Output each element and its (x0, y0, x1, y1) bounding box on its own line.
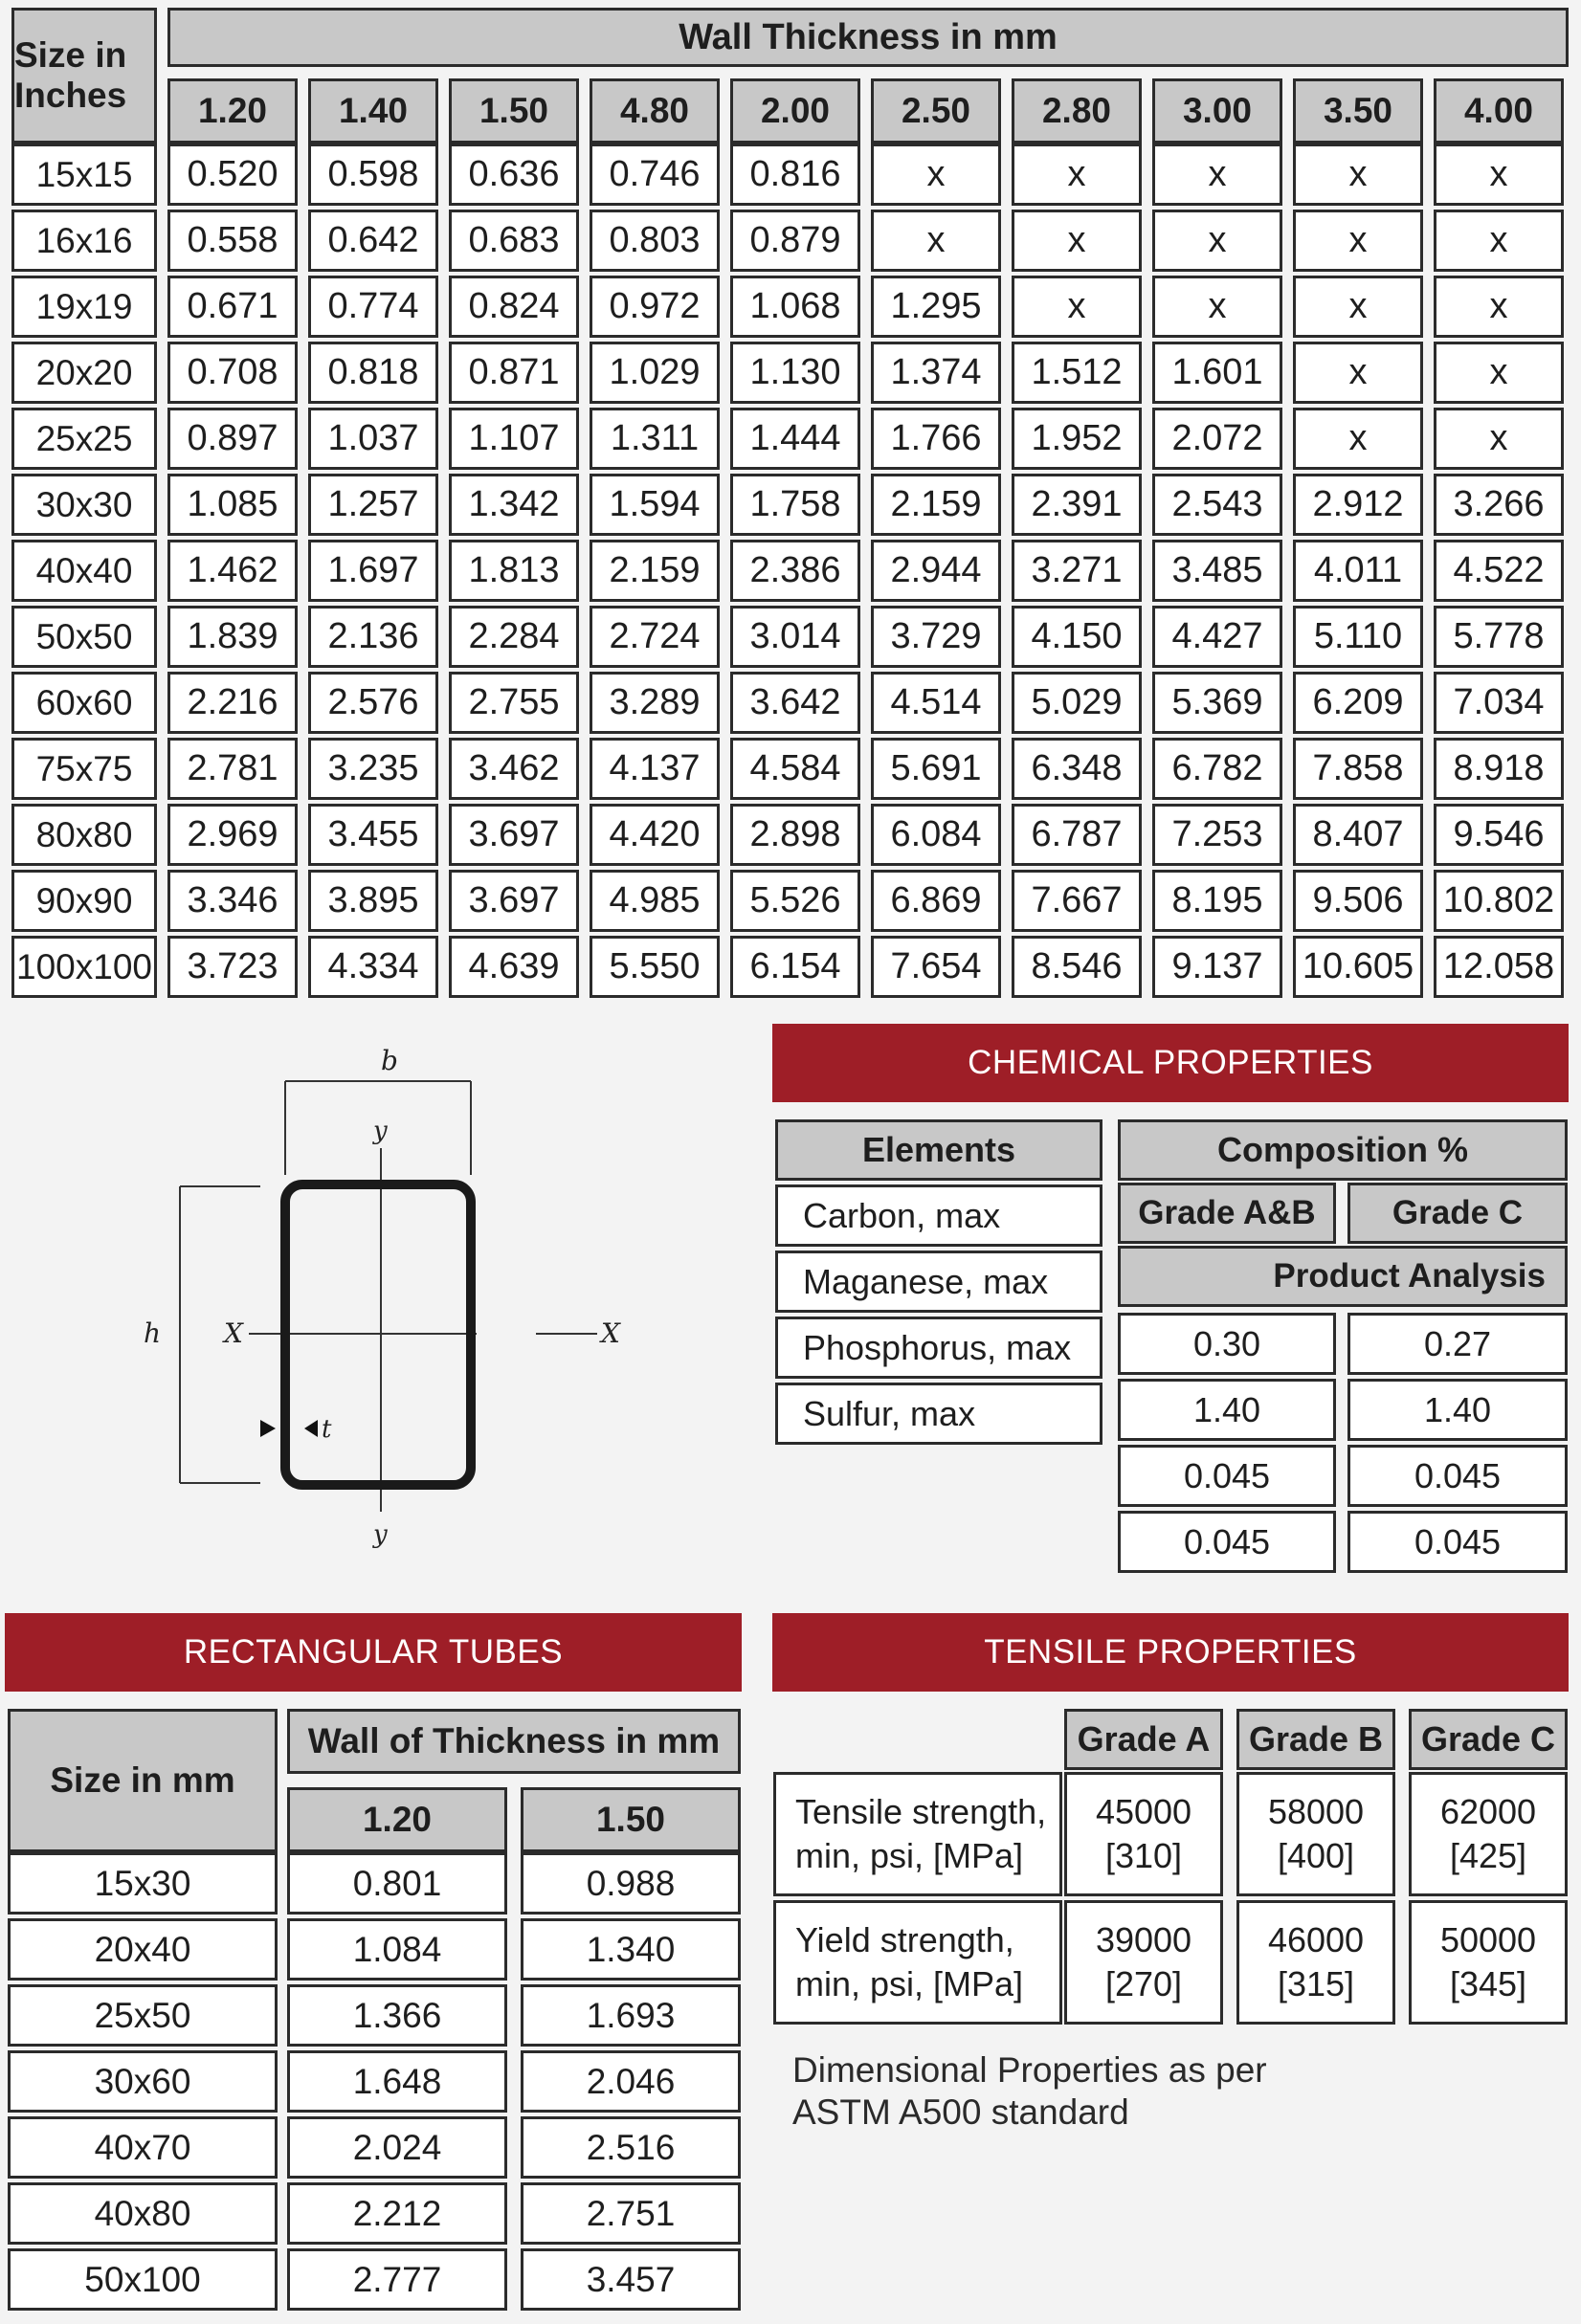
weight-cell: 8.407 (1293, 804, 1423, 866)
tensile-row-label-line: min, psi, [MPa] (795, 1964, 1024, 2003)
size-cell: 60x60 (11, 672, 157, 734)
label-y-top: y (373, 1117, 388, 1145)
weight-cell: 4.639 (449, 936, 579, 998)
weight-cell: x (1012, 144, 1142, 206)
weight-cell: 7.654 (871, 936, 1001, 998)
thickness-header: 3.50 (1293, 78, 1423, 144)
psi-value: 62000 (1439, 1792, 1537, 1831)
rect-weight-cell: 2.046 (521, 2050, 741, 2113)
weight-cell: 7.667 (1012, 870, 1142, 932)
rectangular-tubes-banner: RECTANGULAR TUBES (5, 1613, 742, 1692)
weight-cell: x (1434, 210, 1564, 272)
weight-cell: x (1012, 210, 1142, 272)
weight-cell: 6.084 (871, 804, 1001, 866)
weight-cell: 8.918 (1434, 738, 1564, 800)
weight-cell: 3.289 (590, 672, 720, 734)
label-b: b (381, 1045, 398, 1076)
weight-cell: 1.311 (590, 408, 720, 470)
weight-cell: 3.697 (449, 804, 579, 866)
weight-cell: 1.601 (1152, 342, 1282, 404)
grade-c-value: 1.40 (1347, 1379, 1568, 1441)
psi-value: 58000 (1267, 1792, 1365, 1831)
weight-cell: 1.839 (167, 606, 298, 668)
label-y-bottom: y (373, 1520, 388, 1549)
weight-cell: 1.342 (449, 474, 579, 536)
astm-note-line2: ASTM A500 standard (792, 2092, 1129, 2132)
grade-ab-value: 0.045 (1118, 1445, 1336, 1507)
weight-cell: x (871, 144, 1001, 206)
weight-cell: 3.235 (308, 738, 438, 800)
weight-cell: 4.150 (1012, 606, 1142, 668)
tensile-row-label (773, 1900, 1062, 2025)
cross-section-diagram (124, 1043, 660, 1579)
weight-cell: 3.462 (449, 738, 579, 800)
weight-cell: 6.348 (1012, 738, 1142, 800)
rect-size-cell: 25x50 (8, 1984, 278, 2047)
weight-cell: 4.985 (590, 870, 720, 932)
weight-cell: 0.824 (449, 276, 579, 338)
weight-cell: x (1293, 342, 1423, 404)
weight-cell: 1.766 (871, 408, 1001, 470)
grade-c-value: 0.045 (1347, 1511, 1568, 1573)
astm-note-line1: Dimensional Properties as per (792, 2050, 1267, 2090)
wall-of-thickness-header: Wall of Thickness in mm (287, 1709, 741, 1774)
element-name-cell: Carbon, max (775, 1184, 1102, 1247)
weight-cell: 4.011 (1293, 540, 1423, 602)
weight-cell: 3.697 (449, 870, 579, 932)
tensile-row-label-line: min, psi, [MPa] (795, 1836, 1024, 1875)
tensile-value-cell (1064, 1772, 1223, 1896)
rect-weight-cell: 1.648 (287, 2050, 507, 2113)
rect-size-cell: 15x30 (8, 1852, 278, 1915)
weight-cell: 1.107 (449, 408, 579, 470)
mpa-value: [315] (1277, 1964, 1355, 2003)
thickness-header: 2.00 (730, 78, 860, 144)
tensile-grade-header: Grade B (1236, 1709, 1395, 1770)
weight-cell: 0.746 (590, 144, 720, 206)
rect-weight-cell: 1.340 (521, 1918, 741, 1981)
weight-cell: 1.295 (871, 276, 1001, 338)
weight-cell: x (1152, 210, 1282, 272)
weight-cell: 2.724 (590, 606, 720, 668)
weight-cell: x (1434, 144, 1564, 206)
grade-c-value: 0.27 (1347, 1313, 1568, 1375)
astm-note (792, 2049, 1558, 2134)
weight-cell: x (871, 210, 1001, 272)
weight-cell: 3.455 (308, 804, 438, 866)
weight-cell: 4.334 (308, 936, 438, 998)
weight-cell: 2.912 (1293, 474, 1423, 536)
weight-cell: 6.209 (1293, 672, 1423, 734)
weight-cell: 5.778 (1434, 606, 1564, 668)
mpa-value: [345] (1449, 1964, 1527, 2003)
rect-weight-cell: 2.777 (287, 2248, 507, 2311)
weight-cell: 3.729 (871, 606, 1001, 668)
weight-cell: 1.512 (1012, 342, 1142, 404)
rect-weight-cell: 1.366 (287, 1984, 507, 2047)
size-cell: 50x50 (11, 606, 157, 668)
weight-cell: 2.136 (308, 606, 438, 668)
weight-cell: 5.550 (590, 936, 720, 998)
rect-weight-cell: 1.693 (521, 1984, 741, 2047)
weight-cell: 1.594 (590, 474, 720, 536)
rect-size-cell: 40x70 (8, 2116, 278, 2179)
weight-cell: 0.803 (590, 210, 720, 272)
psi-value: 50000 (1439, 1920, 1537, 1959)
tensile-value-cell (1236, 1772, 1395, 1896)
weight-cell: 1.085 (167, 474, 298, 536)
tensile-value-cell (1409, 1772, 1568, 1896)
rect-weight-cell: 2.516 (521, 2116, 741, 2179)
size-cell: 75x75 (11, 738, 157, 800)
element-name-cell: Sulfur, max (775, 1383, 1102, 1445)
weight-cell: 3.723 (167, 936, 298, 998)
weight-cell: 2.072 (1152, 408, 1282, 470)
tensile-value-cell (1409, 1900, 1568, 2025)
weight-cell: 2.216 (167, 672, 298, 734)
rect-weight-cell: 1.084 (287, 1918, 507, 1981)
weight-cell: 4.137 (590, 738, 720, 800)
rect-weight-cell: 0.801 (287, 1852, 507, 1915)
weight-cell: 0.972 (590, 276, 720, 338)
rect-size-cell: 30x60 (8, 2050, 278, 2113)
psi-value: 39000 (1095, 1920, 1192, 1959)
weight-cell: 2.898 (730, 804, 860, 866)
psi-value: 46000 (1267, 1920, 1365, 1959)
weight-cell: 9.137 (1152, 936, 1282, 998)
weight-cell: 2.969 (167, 804, 298, 866)
size-in-mm-header: Size in mm (8, 1709, 278, 1852)
tensile-grade-header: Grade A (1064, 1709, 1223, 1770)
label-h: h (144, 1317, 162, 1349)
rect-weight-cell: 2.024 (287, 2116, 507, 2179)
wall-thickness-header: Wall Thickness in mm (167, 8, 1569, 67)
rect-size-cell: 20x40 (8, 1918, 278, 1981)
composition-header: Composition % (1118, 1119, 1568, 1181)
weight-cell: 4.427 (1152, 606, 1282, 668)
weight-cell: 6.787 (1012, 804, 1142, 866)
weight-cell: 1.813 (449, 540, 579, 602)
weight-cell: 2.781 (167, 738, 298, 800)
weight-cell: 1.257 (308, 474, 438, 536)
weight-cell: 1.758 (730, 474, 860, 536)
weight-cell: x (1012, 276, 1142, 338)
rect-weight-cell: 2.751 (521, 2182, 741, 2245)
weight-cell: 2.576 (308, 672, 438, 734)
weight-cell: 0.774 (308, 276, 438, 338)
rect-weight-cell: 0.988 (521, 1852, 741, 1915)
weight-cell: 9.546 (1434, 804, 1564, 866)
grade-ab-value: 0.30 (1118, 1313, 1336, 1375)
weight-cell: 0.879 (730, 210, 860, 272)
weight-cell: 12.058 (1434, 936, 1564, 998)
grade-ab-header: Grade A&B (1118, 1183, 1336, 1244)
rect-thickness-header: 1.50 (521, 1787, 741, 1852)
tensile-value-cell (1236, 1900, 1395, 2025)
weight-cell: 1.374 (871, 342, 1001, 404)
thickness-header: 2.80 (1012, 78, 1142, 144)
thickness-header: 4.00 (1434, 78, 1564, 144)
tensile-value-cell (1064, 1900, 1223, 2025)
thickness-header: 3.00 (1152, 78, 1282, 144)
label-x-left: X (224, 1317, 243, 1349)
size-cell: 30x30 (11, 474, 157, 536)
weight-cell: 1.037 (308, 408, 438, 470)
weight-cell: 0.598 (308, 144, 438, 206)
rect-weight-cell: 2.212 (287, 2182, 507, 2245)
weight-cell: 0.671 (167, 276, 298, 338)
grade-c-value: 0.045 (1347, 1445, 1568, 1507)
weight-cell: 1.462 (167, 540, 298, 602)
weight-cell: 6.154 (730, 936, 860, 998)
weight-cell: 1.697 (308, 540, 438, 602)
weight-cell: 4.584 (730, 738, 860, 800)
size-in-inches-header: Size in Inches (11, 8, 157, 144)
mpa-value: [310] (1104, 1836, 1183, 1875)
weight-cell: 0.683 (449, 210, 579, 272)
mpa-value: [400] (1277, 1836, 1355, 1875)
weight-cell: 3.485 (1152, 540, 1282, 602)
weight-cell: 0.871 (449, 342, 579, 404)
weight-cell: 4.522 (1434, 540, 1564, 602)
weight-cell: 2.284 (449, 606, 579, 668)
thickness-header: 1.20 (167, 78, 298, 144)
tensile-row-label-line: Tensile strength, (795, 1792, 1047, 1831)
thickness-header: 2.50 (871, 78, 1001, 144)
element-name-cell: Maganese, max (775, 1251, 1102, 1313)
weight-cell: 7.034 (1434, 672, 1564, 734)
weight-cell: 3.271 (1012, 540, 1142, 602)
weight-cell: 5.369 (1152, 672, 1282, 734)
mpa-value: [270] (1104, 1964, 1183, 2003)
weight-cell: 0.897 (167, 408, 298, 470)
weight-cell: 1.068 (730, 276, 860, 338)
weight-cell: 2.755 (449, 672, 579, 734)
size-cell: 25x25 (11, 408, 157, 470)
mpa-value: [425] (1449, 1836, 1527, 1875)
weight-cell: 1.444 (730, 408, 860, 470)
weight-cell: x (1293, 408, 1423, 470)
grade-c-header: Grade C (1347, 1183, 1568, 1244)
rect-size-cell: 40x80 (8, 2182, 278, 2245)
weight-cell: 5.029 (1012, 672, 1142, 734)
weight-cell: 8.195 (1152, 870, 1282, 932)
weight-cell: x (1293, 276, 1423, 338)
weight-cell: 2.391 (1012, 474, 1142, 536)
weight-cell: x (1434, 342, 1564, 404)
product-analysis-header: Product Analysis (1118, 1246, 1568, 1307)
weight-cell: 3.895 (308, 870, 438, 932)
weight-cell: 10.802 (1434, 870, 1564, 932)
rect-thickness-header: 1.20 (287, 1787, 507, 1852)
weight-cell: x (1434, 408, 1564, 470)
size-cell: 16x16 (11, 210, 157, 272)
weight-cell: 3.014 (730, 606, 860, 668)
weight-cell: 2.386 (730, 540, 860, 602)
grade-ab-value: 1.40 (1118, 1379, 1336, 1441)
weight-cell: 4.514 (871, 672, 1001, 734)
weight-cell: 0.642 (308, 210, 438, 272)
thickness-header: 4.80 (590, 78, 720, 144)
weight-cell: 3.642 (730, 672, 860, 734)
weight-cell: 2.159 (871, 474, 1001, 536)
tensile-row-label-line: Yield strength, (795, 1920, 1014, 1959)
weight-cell: 7.253 (1152, 804, 1282, 866)
weight-cell: 0.708 (167, 342, 298, 404)
thickness-header: 1.40 (308, 78, 438, 144)
weight-cell: 4.420 (590, 804, 720, 866)
weight-cell: 5.526 (730, 870, 860, 932)
weight-cell: 1.130 (730, 342, 860, 404)
weight-cell: 2.944 (871, 540, 1001, 602)
tensile-properties-banner: TENSILE PROPERTIES (772, 1613, 1569, 1692)
thickness-header: 1.50 (449, 78, 579, 144)
weight-cell: x (1293, 144, 1423, 206)
psi-value: 45000 (1095, 1792, 1192, 1831)
weight-cell: 3.266 (1434, 474, 1564, 536)
weight-cell: 6.782 (1152, 738, 1282, 800)
tensile-row-label (773, 1772, 1062, 1896)
weight-cell: x (1152, 144, 1282, 206)
weight-cell: 7.858 (1293, 738, 1423, 800)
element-name-cell: Phosphorus, max (775, 1317, 1102, 1379)
label-x-right: X (601, 1317, 620, 1349)
weight-cell: 5.691 (871, 738, 1001, 800)
weight-cell: 0.520 (167, 144, 298, 206)
weight-cell: 6.869 (871, 870, 1001, 932)
weight-cell: 0.558 (167, 210, 298, 272)
size-cell: 40x40 (11, 540, 157, 602)
grade-ab-value: 0.045 (1118, 1511, 1336, 1573)
chemical-properties-banner: CHEMICAL PROPERTIES (772, 1024, 1569, 1102)
weight-cell: x (1152, 276, 1282, 338)
weight-cell: 2.159 (590, 540, 720, 602)
label-t: t (322, 1415, 332, 1444)
size-cell: 19x19 (11, 276, 157, 338)
weight-cell: 3.346 (167, 870, 298, 932)
tensile-grade-header: Grade C (1409, 1709, 1568, 1770)
weight-cell: 1.952 (1012, 408, 1142, 470)
rect-size-cell: 50x100 (8, 2248, 278, 2311)
weight-cell: 0.818 (308, 342, 438, 404)
weight-cell: x (1434, 276, 1564, 338)
weight-cell: 5.110 (1293, 606, 1423, 668)
weight-cell: 10.605 (1293, 936, 1423, 998)
size-cell: 100x100 (11, 936, 157, 998)
elements-header: Elements (775, 1119, 1102, 1181)
weight-cell: 2.543 (1152, 474, 1282, 536)
weight-cell: 0.636 (449, 144, 579, 206)
weight-cell: 0.816 (730, 144, 860, 206)
size-cell: 90x90 (11, 870, 157, 932)
weight-cell: 8.546 (1012, 936, 1142, 998)
size-cell: 15x15 (11, 144, 157, 206)
size-cell: 80x80 (11, 804, 157, 866)
size-cell: 20x20 (11, 342, 157, 404)
weight-cell: 9.506 (1293, 870, 1423, 932)
weight-cell: x (1293, 210, 1423, 272)
rect-weight-cell: 3.457 (521, 2248, 741, 2311)
weight-cell: 1.029 (590, 342, 720, 404)
